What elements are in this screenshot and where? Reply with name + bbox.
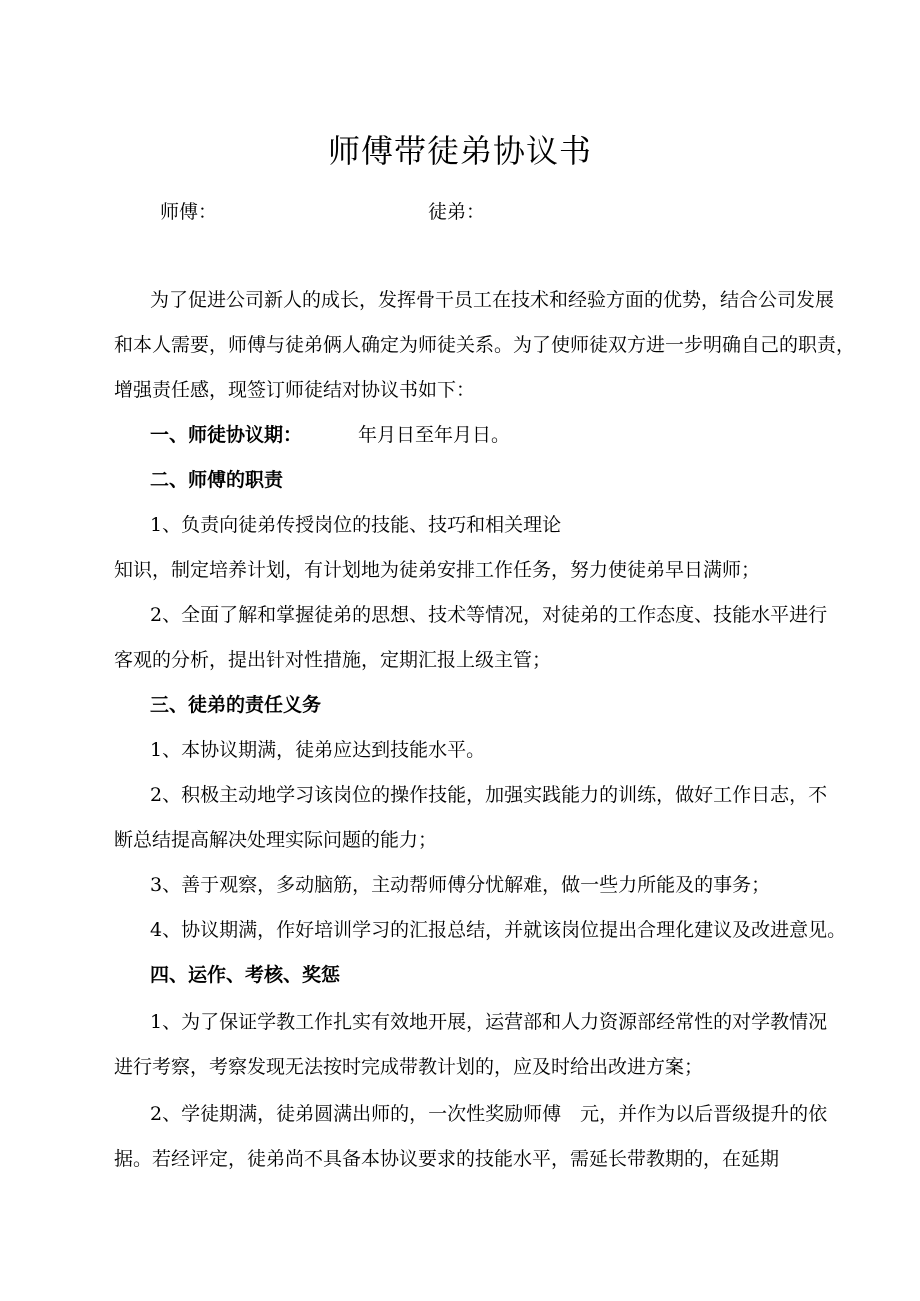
section-2-heading: 二、师傅的职责 [150,469,284,491]
document-title: 师傅带徒弟协议书 [327,132,592,170]
section-2-line: 2、全面了解和掌握徒弟的思想、技术等情况，对徒弟的工作态度、技能水平进行 [150,604,828,626]
section-3-line: 3、善于观察，多动脑筋，主动帮师傅分忧解难，做一些力所能及的事务； [150,874,771,896]
section-2-line: 客观的分析，提出针对性措施，定期汇报上级主管； [114,649,552,671]
section-1-heading: 一、师徒协议期： [150,424,303,446]
apprentice-label: 徒弟： [428,201,486,223]
section-3-heading: 三、徒弟的责任义务 [150,694,322,716]
section-4-line: 1、为了保证学教工作扎实有效地开展，运营部和人力资源部经常性的对学教情况 [150,1011,828,1033]
section-3-line: 2、积极主动地学习该岗位的操作技能，加强实践能力的训练，做好工作日志，不 [150,784,828,806]
master-label: 师傅： [160,201,218,223]
intro-line: 为了促进公司新人的成长，发挥骨干员工在技术和经验方面的优势，结合公司发展 [150,289,835,311]
agreement-period-text: 年月日至年月日。 [358,424,511,446]
section-3-line: 4、协议期满，作好培训学习的汇报总结，并就该岗位提出合理化建议及改进意见。 [150,919,847,941]
section-4-line: 据。若经评定，徒弟尚不具备本协议要求的技能水平，需延长带教期的，在延期 [114,1148,780,1170]
section-1-row [150,423,510,447]
section-2-line: 1、负责向徒弟传授岗位的技能、技巧和相关理论 [150,514,562,536]
intro-line: 和本人需要，师傅与徒弟俩人确定为师徒关系。为了使师徒双方进一步明确自己的职责， [114,334,856,356]
section-3-line: 1、本协议期满，徒弟应达到技能水平。 [150,739,486,761]
section-3-line: 断总结提高解决处理实际问题的能力； [114,829,438,851]
section-4-heading: 四、运作、考核、奖惩 [150,964,341,986]
section-4-line: 进行考察，考察发现无法按时完成带教计划的，应及时给出改进方案； [114,1056,704,1078]
section-2-line: 知识，制定培养计划，有计划地为徒弟安排工作任务，努力使徒弟早日满师； [114,559,761,581]
intro-line: 增强责任感，现签订师徒结对协议书如下： [114,379,476,401]
section-4-line: 2、学徒期满，徒弟圆满出师的，一次性奖励师傅 元，并作为以后晋级提升的依 [150,1103,828,1125]
